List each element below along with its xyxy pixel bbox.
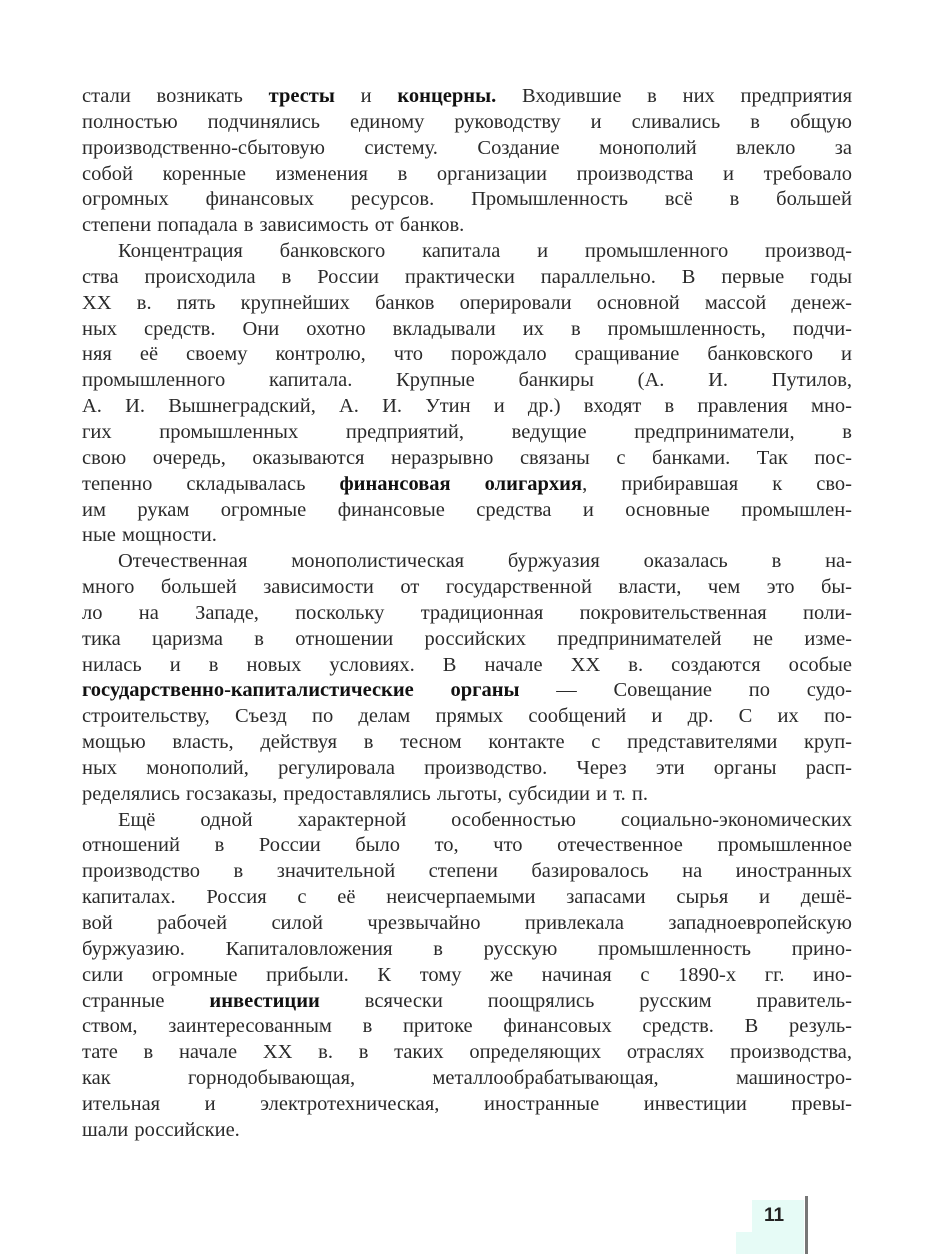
text-line	[82, 523, 852, 549]
text-line	[82, 187, 852, 213]
text-segment: Концентрация банковского капитала и промышленного производ-	[118, 240, 852, 263]
text-segment: собой коренные изменения в организации производства и требовало	[82, 162, 852, 185]
text-segment: ительная и электротехническая, иностранные инвестиции превы-	[82, 1092, 852, 1115]
text-segment: ства происходила в России практически параллельно. В первые годы	[82, 265, 852, 288]
text-segment: буржуазию. Капиталовложения в русскую промышленность прино-	[82, 937, 852, 960]
text-segment: им рукам огромные финансовые средства и основные промышлен-	[82, 498, 852, 521]
text-line	[82, 1066, 852, 1092]
bold-term: концерны.	[397, 85, 497, 107]
page-body-text	[82, 84, 852, 1144]
text-segment: капиталах. Россия с её неисчерпаемыми запасами сырья и дешё-	[82, 886, 852, 909]
text-line	[82, 291, 852, 317]
text-segment: шали российские.	[82, 1118, 240, 1141]
text-line	[82, 1092, 852, 1118]
text-segment: тика царизма в отношении российских предпринимателей не изме-	[82, 627, 852, 650]
text-line	[82, 575, 852, 601]
text-line	[82, 162, 852, 188]
text-segment: степени попадала в зависимость от банков.	[82, 214, 465, 237]
text-segment: нилась и в новых условиях. В начале XX в. создаются особые	[82, 653, 852, 676]
text-segment: ределялись госзаказы, предоставлялись льготы, субсидии и т. п.	[82, 782, 648, 805]
text-line	[82, 420, 852, 446]
bold-term: тресты	[268, 85, 335, 107]
text-segment: ством, заинтересованным в притоке финансовых средств. В резуль-	[82, 1015, 852, 1038]
text-segment: тате в начале XX в. в таких определяющих отраслях производства,	[82, 1041, 852, 1064]
text-line	[82, 885, 852, 911]
text-line	[82, 549, 852, 575]
text-line	[82, 342, 852, 368]
text-segment: свою очередь, оказываются неразрывно связаны с банками. Так пос-	[82, 446, 852, 469]
text-segment: всячески поощрялись русским правитель-	[319, 989, 852, 1012]
text-line	[82, 678, 852, 704]
text-segment: производство в значительной степени базировалось на иностранных	[82, 860, 852, 883]
text-segment: ных монополий, регулировала производство. Через эти органы расп-	[82, 756, 852, 779]
text-segment: , прибиравшая к сво-	[582, 472, 853, 495]
text-segment: А. И. Вышнеградский, А. И. Утин и др.) входят в правления мно-	[82, 395, 852, 418]
text-line	[82, 1014, 852, 1040]
text-line	[82, 213, 852, 239]
text-segment: как горнодобывающая, металлообрабатывающая, машиностро-	[82, 1067, 852, 1090]
text-segment: производственно-сбытовую систему. Создание монополий влекло за	[82, 136, 852, 159]
bold-term: инвестиции	[209, 989, 320, 1012]
text-segment: и	[334, 85, 398, 107]
text-line	[82, 110, 852, 136]
text-segment: промышленного капитала. Крупные банкиры (А. И. Путилов,	[82, 369, 852, 392]
text-segment: стали возникать	[82, 85, 269, 107]
text-segment: ло на Западе, поскольку традиционная покровительственная поли-	[82, 601, 852, 624]
text-segment: Ещё одной характерной особенностью социально-экономических	[118, 808, 852, 831]
bold-term: финансовая олигархия	[339, 472, 583, 495]
text-segment: много большей зависимости от государственной власти, чем это бы-	[82, 576, 852, 599]
page-number-background-step	[736, 1232, 756, 1254]
text-segment: вой рабочей силой чрезвычайно привлекала западноевропейскую	[82, 912, 852, 934]
paragraph	[82, 239, 852, 549]
text-line	[82, 136, 852, 162]
text-line	[82, 317, 852, 343]
text-line	[82, 730, 852, 756]
paragraph	[82, 549, 852, 807]
text-line	[82, 833, 852, 859]
text-line	[82, 498, 852, 524]
text-line	[82, 989, 852, 1015]
text-segment: няя её своему контролю, что порождало сращивание банковского и	[82, 343, 852, 366]
text-line	[82, 84, 852, 110]
text-line	[82, 653, 852, 679]
text-line	[82, 601, 852, 627]
text-line	[82, 627, 852, 653]
page-margin-rule	[805, 1196, 808, 1254]
text-line	[82, 1040, 852, 1066]
text-line	[82, 368, 852, 394]
text-segment: огромных финансовых ресурсов. Промышленность всё в большей	[82, 188, 852, 211]
paragraph	[82, 84, 852, 239]
text-segment: полностью подчинялись единому руководству и сливались в общую	[82, 110, 852, 133]
text-segment: отношений в России было то, что отечественное промышленное	[82, 834, 852, 857]
text-segment: XX в. пять крупнейших банков оперировали основной массой денеж-	[82, 291, 852, 314]
text-segment: строительству, Съезд по делам прямых сообщений и др. С их по-	[82, 705, 852, 728]
text-line	[82, 756, 852, 782]
text-line	[82, 963, 852, 989]
text-segment: Входившие в них предприятия	[496, 85, 852, 107]
text-line	[82, 1118, 852, 1144]
text-line	[82, 859, 852, 885]
text-segment: Отечественная монополистическая буржуазия оказалась в на-	[118, 550, 852, 573]
text-line	[82, 808, 852, 834]
text-line	[82, 937, 852, 963]
text-segment: ных средств. Они охотно вкладывали их в промышленность, подчи-	[82, 317, 852, 340]
text-line	[82, 239, 852, 265]
text-line	[82, 911, 852, 937]
text-line	[82, 394, 852, 420]
text-line	[82, 782, 852, 808]
page-number: 11	[764, 1205, 785, 1226]
text-line	[82, 446, 852, 472]
text-segment: сили огромные прибыли. К тому же начиная с 1890-х гг. ино-	[82, 963, 852, 986]
text-line	[82, 265, 852, 291]
text-segment: ные мощности.	[82, 524, 217, 547]
text-segment: гих промышленных предприятий, ведущие предприниматели, в	[82, 420, 852, 443]
text-line	[82, 472, 852, 498]
text-segment: — Совещание по судо-	[519, 679, 852, 702]
bold-term: государственно-капиталистические органы	[82, 679, 520, 702]
text-segment: тепенно складывалась	[82, 472, 340, 495]
text-line	[82, 704, 852, 730]
paragraph	[82, 808, 852, 1144]
text-segment: странные	[82, 989, 210, 1012]
text-segment: мощью власть, действуя в тесном контакте с представителями круп-	[82, 731, 852, 754]
